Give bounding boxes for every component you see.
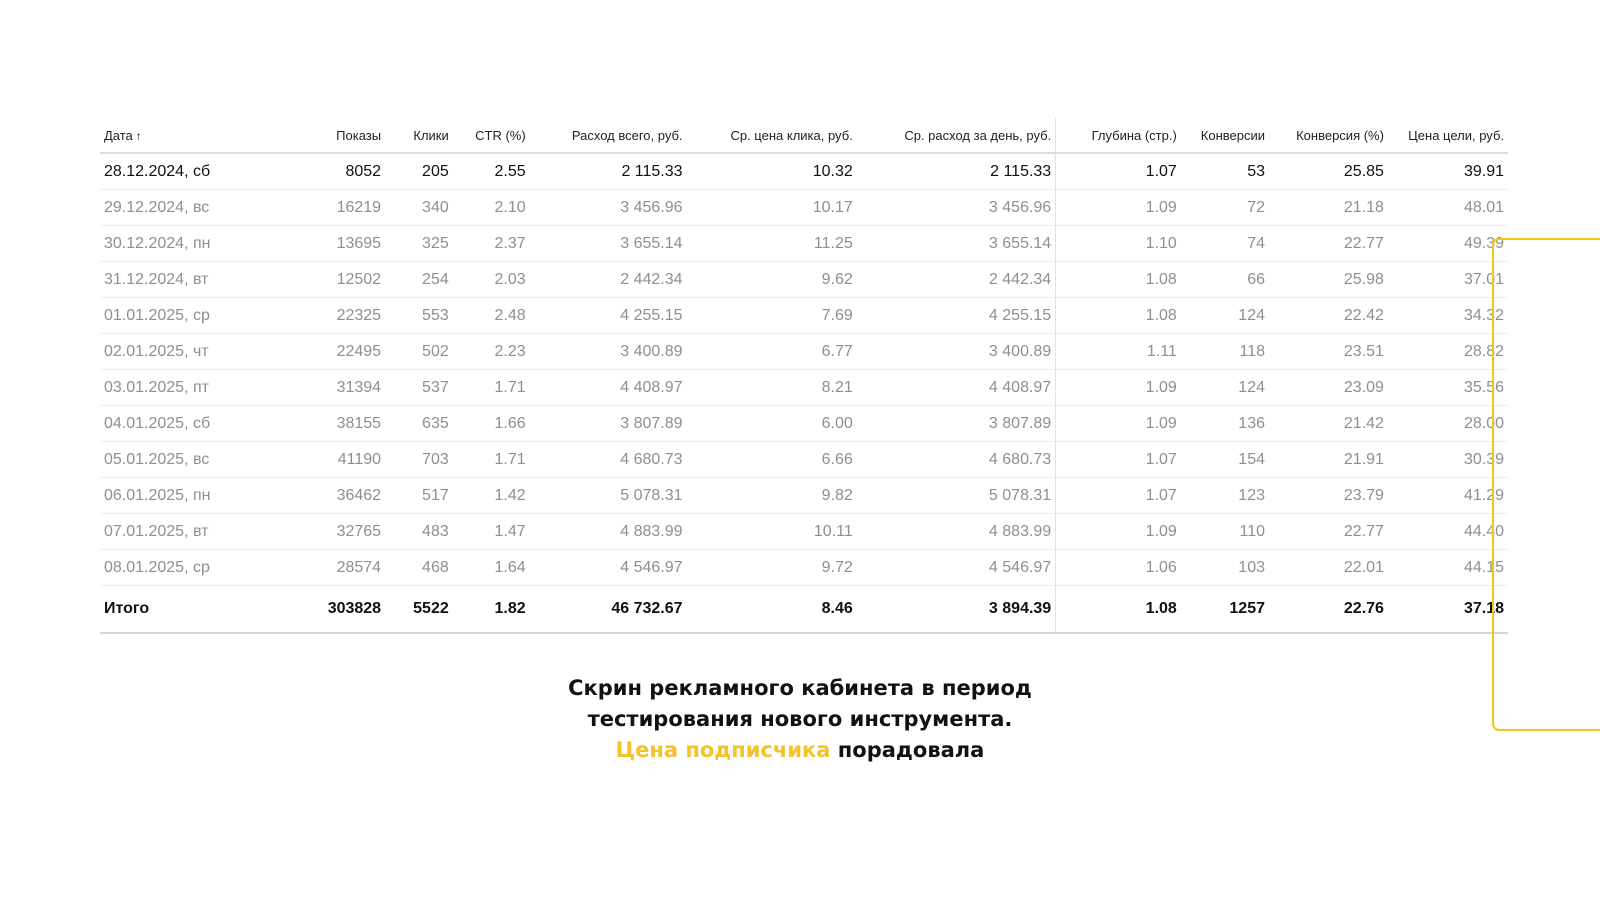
table-row [100, 226, 1508, 262]
total-avg-cpc: 8.46 [687, 586, 857, 634]
caption [0, 673, 1600, 766]
cell-date: 03.01.2025, пт [100, 370, 305, 406]
column-header-date[interactable] [100, 118, 305, 153]
cell-clicks: 502 [385, 334, 453, 370]
cell-impressions: 22325 [305, 298, 385, 334]
cell-clicks: 703 [385, 442, 453, 478]
cell-conversion-rate: 23.51 [1269, 334, 1388, 370]
column-header-label: Дата [104, 127, 133, 143]
cell-conversion-rate: 22.77 [1269, 514, 1388, 550]
cell-conversion-rate: 21.42 [1269, 406, 1388, 442]
cell-date: 05.01.2025, вс [100, 442, 305, 478]
cell-depth: 1.09 [1056, 190, 1181, 226]
cell-avg-cpc: 10.17 [687, 190, 857, 226]
table-row [100, 550, 1508, 586]
cell-conversions: 124 [1181, 370, 1269, 406]
caption-rest-text: порадовала [830, 738, 985, 762]
table-total-row [100, 586, 1508, 634]
cell-conversions: 66 [1181, 262, 1269, 298]
cell-avg-daily-spend: 3 456.96 [857, 190, 1056, 226]
column-header-label: Глубина (стр.) [1091, 127, 1177, 143]
cell-conversions: 53 [1181, 153, 1269, 190]
cell-impressions: 22495 [305, 334, 385, 370]
cell-spend-total: 4 680.73 [530, 442, 687, 478]
cell-goal-cost: 39.91 [1388, 153, 1508, 190]
cell-clicks: 254 [385, 262, 453, 298]
cell-date: 07.01.2025, вт [100, 514, 305, 550]
cell-conversion-rate: 23.09 [1269, 370, 1388, 406]
cell-clicks: 553 [385, 298, 453, 334]
cell-clicks: 205 [385, 153, 453, 190]
cell-ctr: 2.37 [453, 226, 530, 262]
table-body [100, 153, 1508, 633]
table-row [100, 190, 1508, 226]
cell-avg-daily-spend: 4 680.73 [857, 442, 1056, 478]
cell-avg-cpc: 9.82 [687, 478, 857, 514]
cell-date: 30.12.2024, пн [100, 226, 305, 262]
column-header-label: Клики [413, 127, 449, 143]
total-conversion-rate: 22.76 [1269, 586, 1388, 634]
cell-spend-total: 4 546.97 [530, 550, 687, 586]
cell-ctr: 2.23 [453, 334, 530, 370]
cell-date: 28.12.2024, сб [100, 153, 305, 190]
column-header-impressions[interactable] [305, 118, 385, 153]
cell-avg-cpc: 9.62 [687, 262, 857, 298]
cell-impressions: 31394 [305, 370, 385, 406]
cell-depth: 1.09 [1056, 406, 1181, 442]
total-impressions: 303828 [305, 586, 385, 634]
cell-ctr: 1.64 [453, 550, 530, 586]
table-row [100, 442, 1508, 478]
column-header-label: Ср. расход за день, руб. [904, 127, 1052, 143]
cell-avg-daily-spend: 3 400.89 [857, 334, 1056, 370]
cell-conversions: 110 [1181, 514, 1269, 550]
cell-spend-total: 3 807.89 [530, 406, 687, 442]
column-header-label: CTR (%) [475, 127, 526, 143]
cell-goal-cost: 48.01 [1388, 190, 1508, 226]
cell-avg-cpc: 9.72 [687, 550, 857, 586]
total-goal-cost: 37.18 [1388, 586, 1508, 634]
table-row [100, 262, 1508, 298]
table-row [100, 298, 1508, 334]
cell-ctr: 1.71 [453, 442, 530, 478]
cell-clicks: 483 [385, 514, 453, 550]
table-row [100, 153, 1508, 190]
cell-clicks: 325 [385, 226, 453, 262]
cell-depth: 1.07 [1056, 153, 1181, 190]
cell-goal-cost: 30.39 [1388, 442, 1508, 478]
cell-goal-cost: 44.15 [1388, 550, 1508, 586]
column-header-label: Конверсии [1200, 127, 1265, 143]
cell-avg-cpc: 6.66 [687, 442, 857, 478]
cell-ctr: 1.42 [453, 478, 530, 514]
column-header-conversions[interactable] [1181, 118, 1269, 153]
column-header-avg-daily-spend[interactable] [857, 118, 1056, 153]
cell-depth: 1.10 [1056, 226, 1181, 262]
column-header-ctr[interactable] [453, 118, 530, 153]
cell-avg-daily-spend: 2 115.33 [857, 153, 1056, 190]
cell-impressions: 41190 [305, 442, 385, 478]
column-header-label: Показы [336, 127, 382, 143]
table-row [100, 478, 1508, 514]
column-header-conversion-rate[interactable] [1269, 118, 1388, 153]
cell-spend-total: 2 115.33 [530, 153, 687, 190]
column-header-avg-cpc[interactable] [687, 118, 857, 153]
cell-depth: 1.07 [1056, 442, 1181, 478]
cell-depth: 1.09 [1056, 370, 1181, 406]
column-header-label: Расход всего, руб. [571, 127, 683, 143]
cell-conversion-rate: 22.01 [1269, 550, 1388, 586]
cell-spend-total: 5 078.31 [530, 478, 687, 514]
cell-date: 08.01.2025, ср [100, 550, 305, 586]
cell-goal-cost: 28.82 [1388, 334, 1508, 370]
cell-date: 04.01.2025, сб [100, 406, 305, 442]
cell-depth: 1.07 [1056, 478, 1181, 514]
cell-conversion-rate: 22.77 [1269, 226, 1388, 262]
cell-ctr: 2.03 [453, 262, 530, 298]
cell-impressions: 28574 [305, 550, 385, 586]
cell-impressions: 32765 [305, 514, 385, 550]
cell-depth: 1.11 [1056, 334, 1181, 370]
cell-goal-cost: 41.29 [1388, 478, 1508, 514]
cell-date: 06.01.2025, пн [100, 478, 305, 514]
cell-spend-total: 3 456.96 [530, 190, 687, 226]
cell-impressions: 8052 [305, 153, 385, 190]
cell-avg-cpc: 10.11 [687, 514, 857, 550]
cell-ctr: 1.66 [453, 406, 530, 442]
cell-conversions: 136 [1181, 406, 1269, 442]
caption-accent-text: Цена подписчика [615, 738, 831, 762]
column-header-spend-total[interactable] [530, 118, 687, 153]
cell-date: 29.12.2024, вс [100, 190, 305, 226]
cell-avg-cpc: 11.25 [687, 226, 857, 262]
cell-date: 31.12.2024, вт [100, 262, 305, 298]
cell-avg-cpc: 7.69 [687, 298, 857, 334]
cell-goal-cost: 34.32 [1388, 298, 1508, 334]
cell-clicks: 468 [385, 550, 453, 586]
column-header-label: Ср. цена клика, руб. [730, 127, 853, 143]
cell-impressions: 38155 [305, 406, 385, 442]
cell-avg-daily-spend: 3 807.89 [857, 406, 1056, 442]
table-row [100, 514, 1508, 550]
cell-impressions: 12502 [305, 262, 385, 298]
caption-line-1: Скрин рекламного кабинета в период [568, 676, 1032, 700]
cell-avg-daily-spend: 4 883.99 [857, 514, 1056, 550]
cell-goal-cost: 35.56 [1388, 370, 1508, 406]
cell-avg-daily-spend: 2 442.34 [857, 262, 1056, 298]
cell-goal-cost: 49.39 [1388, 226, 1508, 262]
cell-conversion-rate: 25.85 [1269, 153, 1388, 190]
caption-line-2: тестирования нового инструмента. [587, 707, 1013, 731]
cell-conversions: 103 [1181, 550, 1269, 586]
cell-depth: 1.08 [1056, 298, 1181, 334]
cell-depth: 1.08 [1056, 262, 1181, 298]
cell-avg-cpc: 6.77 [687, 334, 857, 370]
cell-ctr: 2.55 [453, 153, 530, 190]
cell-date: 02.01.2025, чт [100, 334, 305, 370]
cell-ctr: 1.71 [453, 370, 530, 406]
cell-avg-daily-spend: 4 255.15 [857, 298, 1056, 334]
column-header-clicks[interactable] [385, 118, 453, 153]
cell-clicks: 340 [385, 190, 453, 226]
cell-ctr: 2.10 [453, 190, 530, 226]
cell-impressions: 16219 [305, 190, 385, 226]
total-depth: 1.08 [1056, 586, 1181, 634]
cell-impressions: 36462 [305, 478, 385, 514]
cell-avg-daily-spend: 4 408.97 [857, 370, 1056, 406]
cell-conversion-rate: 22.42 [1269, 298, 1388, 334]
cell-conversions: 72 [1181, 190, 1269, 226]
cell-avg-cpc: 8.21 [687, 370, 857, 406]
cell-spend-total: 2 442.34 [530, 262, 687, 298]
column-header-depth[interactable] [1056, 118, 1181, 153]
cell-spend-total: 4 883.99 [530, 514, 687, 550]
cell-conversions: 123 [1181, 478, 1269, 514]
stats-table [100, 118, 1508, 634]
table-header-row [100, 118, 1508, 153]
total-date: Итого [100, 586, 305, 634]
cell-avg-daily-spend: 4 546.97 [857, 550, 1056, 586]
cell-conversions: 118 [1181, 334, 1269, 370]
cell-impressions: 13695 [305, 226, 385, 262]
column-header-label: Цена цели, руб. [1408, 127, 1504, 143]
cell-conversions: 124 [1181, 298, 1269, 334]
caption-line-3 [0, 735, 1600, 766]
cell-spend-total: 4 408.97 [530, 370, 687, 406]
cell-conversion-rate: 21.91 [1269, 442, 1388, 478]
table-row [100, 370, 1508, 406]
cell-ctr: 1.47 [453, 514, 530, 550]
cell-goal-cost: 37.01 [1388, 262, 1508, 298]
column-header-goal-cost[interactable] [1388, 118, 1508, 153]
cell-spend-total: 3 655.14 [530, 226, 687, 262]
cell-depth: 1.06 [1056, 550, 1181, 586]
cell-avg-cpc: 10.32 [687, 153, 857, 190]
cell-avg-daily-spend: 5 078.31 [857, 478, 1056, 514]
cell-depth: 1.09 [1056, 514, 1181, 550]
column-header-label: Конверсия (%) [1296, 127, 1384, 143]
total-clicks: 5522 [385, 586, 453, 634]
cell-conversions: 74 [1181, 226, 1269, 262]
table-row [100, 334, 1508, 370]
cell-avg-cpc: 6.00 [687, 406, 857, 442]
cell-date: 01.01.2025, ср [100, 298, 305, 334]
cell-clicks: 517 [385, 478, 453, 514]
total-avg-daily-spend: 3 894.39 [857, 586, 1056, 634]
cell-goal-cost: 44.40 [1388, 514, 1508, 550]
total-spend-total: 46 732.67 [530, 586, 687, 634]
cell-goal-cost: 28.00 [1388, 406, 1508, 442]
cell-conversion-rate: 21.18 [1269, 190, 1388, 226]
stats-table-wrapper [100, 118, 1508, 634]
cell-ctr: 2.48 [453, 298, 530, 334]
cell-conversion-rate: 23.79 [1269, 478, 1388, 514]
cell-avg-daily-spend: 3 655.14 [857, 226, 1056, 262]
total-ctr: 1.82 [453, 586, 530, 634]
cell-clicks: 635 [385, 406, 453, 442]
total-conversions: 1257 [1181, 586, 1269, 634]
cell-clicks: 537 [385, 370, 453, 406]
goal-cost-highlight-frame [1492, 238, 1600, 731]
sort-up-icon[interactable]: ↑ [135, 128, 142, 143]
table-row [100, 406, 1508, 442]
cell-spend-total: 4 255.15 [530, 298, 687, 334]
cell-conversion-rate: 25.98 [1269, 262, 1388, 298]
cell-spend-total: 3 400.89 [530, 334, 687, 370]
cell-conversions: 154 [1181, 442, 1269, 478]
